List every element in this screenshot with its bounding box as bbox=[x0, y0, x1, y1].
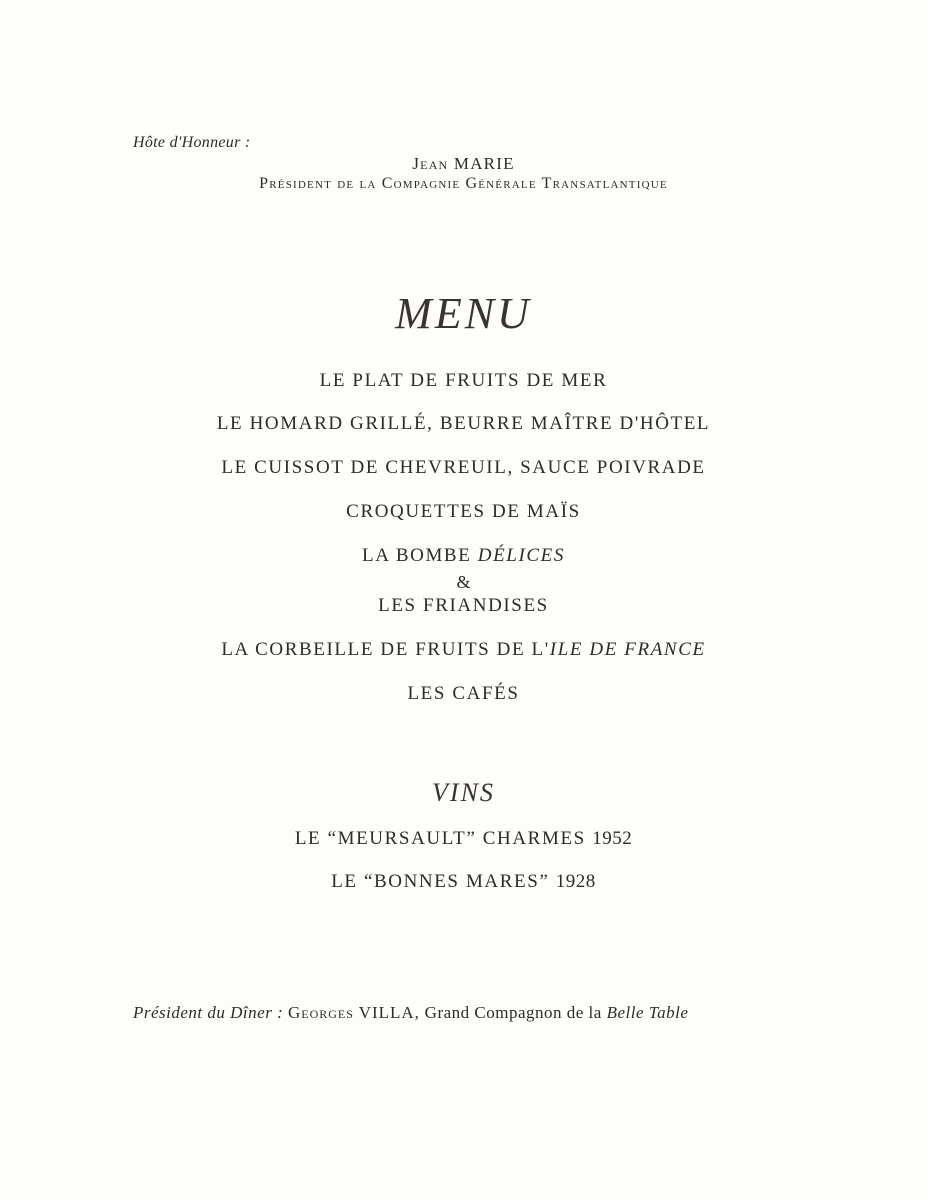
fruit-basket-item bbox=[0, 639, 927, 661]
society-name: Belle Table bbox=[606, 1003, 689, 1022]
guest-first-name: Jean bbox=[412, 154, 449, 173]
wine-item bbox=[0, 871, 927, 893]
course-item: LE CUISSOT DE CHEVREUIL, SAUCE POIVRADE bbox=[221, 457, 706, 478]
wine-year: 1952 bbox=[592, 828, 633, 849]
dessert-prefix: LA BOMBE bbox=[362, 545, 472, 566]
menu-heading: MENU bbox=[395, 289, 532, 338]
dinner-president-line bbox=[133, 1003, 688, 1023]
guest-last-name: MARIE bbox=[453, 154, 515, 173]
guest-title: Président de la Compagnie Générale Transatlantique bbox=[259, 175, 668, 192]
friandises-item: LES FRIANDISES bbox=[378, 595, 549, 616]
course-item: CROQUETTES DE MAÏS bbox=[346, 501, 581, 522]
wine-name: LE “MEURSAULT” CHARMES bbox=[294, 828, 586, 849]
guest-name bbox=[0, 154, 927, 174]
fruit-basket-prefix: LA CORBEILLE DE FRUITS DE L' bbox=[221, 639, 550, 660]
wine-year: 1928 bbox=[555, 871, 596, 892]
president-first-name: Georges bbox=[287, 1003, 354, 1022]
dinner-president-label: Président du Dîner : bbox=[133, 1003, 284, 1022]
president-last-name: VILLA, bbox=[358, 1003, 420, 1022]
coffee-item: LES CAFÉS bbox=[407, 683, 520, 704]
course-item: LE HOMARD GRILLÉ, BEURRE MAÎTRE D'HÔTEL bbox=[216, 413, 711, 434]
dessert-name: DÉLICES bbox=[477, 545, 565, 566]
wine-item bbox=[0, 828, 927, 850]
dessert-item bbox=[0, 545, 927, 567]
ampersand: & bbox=[456, 572, 471, 592]
wines-heading: VINS bbox=[432, 778, 495, 807]
president-role: Grand Compagnon de la bbox=[424, 1003, 602, 1022]
course-item: LE PLAT DE FRUITS DE MER bbox=[319, 370, 608, 391]
ship-name: ILE DE FRANCE bbox=[549, 639, 706, 660]
guest-of-honour-label: Hôte d'Honneur : bbox=[133, 134, 251, 151]
wine-name: LE “BONNES MARES” bbox=[331, 871, 550, 892]
